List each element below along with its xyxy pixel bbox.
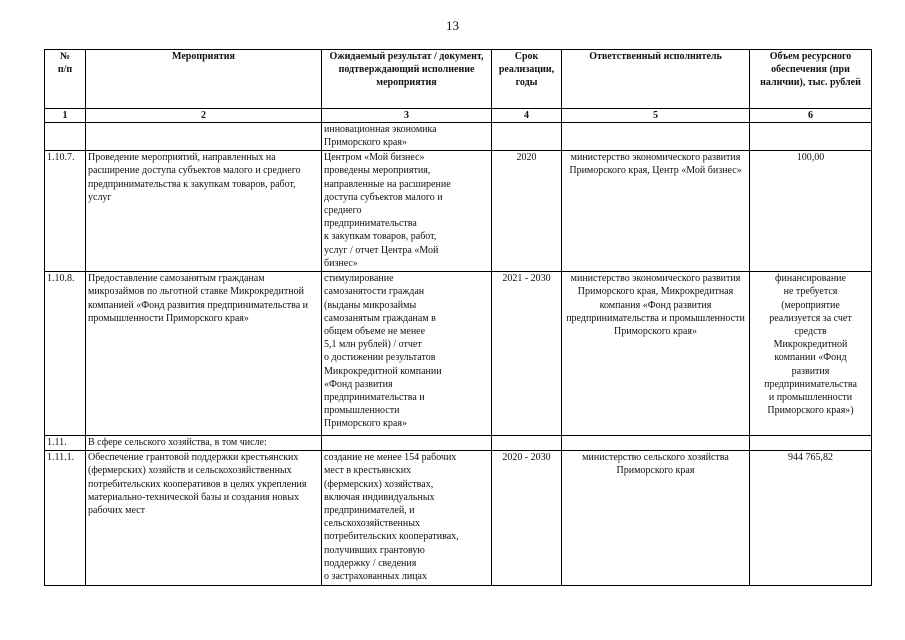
row-event: Предоставление самозанятым гражданам микрозаймов по льготной ставке Микрокредитной компанией «Фонд развития предпринимательства и промышленности Приморского края»: [86, 272, 322, 436]
row-term: 2021 - 2030: [492, 272, 562, 436]
row-number: 1.11.1.: [45, 451, 86, 586]
row-result: создание не менее 154 рабочих мест в крестьянских (фермерских) хозяйствах, включая индивидуальных предпринимателей, и сельскохозяйственных потребительских кооперативах, получивших грантовую поддержку / сведения о застрахованных лицах: [322, 451, 492, 586]
row-event: В сфере сельского хозяйства, в том числе:: [86, 436, 322, 451]
row-term: [492, 436, 562, 451]
column-number: 5: [562, 109, 750, 123]
row-term: 2020 - 2030: [492, 451, 562, 586]
table-row: [45, 272, 872, 436]
column-number: 1: [45, 109, 86, 123]
row-number: [45, 123, 86, 151]
header-number: № п/п: [45, 50, 86, 109]
row-executor: министерство экономического развития Приморского края, Центр «Мой бизнес»: [562, 151, 750, 272]
column-number: 3: [322, 109, 492, 123]
column-number: 6: [750, 109, 872, 123]
row-number: 1.11.: [45, 436, 86, 451]
header-resource-volume: Объем ресурсного обеспечения (при наличии), тыс. рублей: [750, 50, 872, 109]
table-row: [45, 123, 872, 151]
row-executor: [562, 123, 750, 151]
row-volume: финансирование не требуется (мероприятие реализуется за счет средств Микрокредитной компании «Фонд развития предпринимательства и промышленности Приморского края»): [750, 272, 872, 436]
header-events: Мероприятия: [86, 50, 322, 109]
row-term: [492, 123, 562, 151]
row-executor: министерство сельского хозяйства Приморского края: [562, 451, 750, 586]
row-event: [86, 123, 322, 151]
row-volume: 944 765,82: [750, 451, 872, 586]
row-result: [322, 436, 492, 451]
row-volume: 100,00: [750, 151, 872, 272]
header-term: Срок реализации, годы: [492, 50, 562, 109]
row-result: инновационная экономика Приморского края»: [322, 123, 492, 151]
action-plan-table: [44, 49, 872, 586]
page-number: 13: [446, 18, 459, 33]
column-number: 4: [492, 109, 562, 123]
row-term: 2020: [492, 151, 562, 272]
header-row: [45, 50, 872, 109]
row-executor: министерство экономического развития Приморского края, Микрокредитная компания «Фонд развития предпринимательства и промышленности Приморского края»: [562, 272, 750, 436]
table-row: [45, 451, 872, 586]
row-result: стимулирование самозанятости граждан (выданы микрозаймы самозанятым гражданам в общем объеме не менее 5,1 млн рублей) / отчет о достижении результатов Микрокредитной компании «Фонд развития предпринимательства и промышленности Приморского края»: [322, 272, 492, 436]
row-volume: [750, 436, 872, 451]
header-expected-result: Ожидаемый результат / документ, подтверждающий исполнение мероприятия: [322, 50, 492, 109]
row-executor: [562, 436, 750, 451]
row-event: Обеспечение грантовой поддержки крестьянских (фермерских) хозяйств и сельскохозяйственных потребительских кооперативов в целях укрепления материально-технической базы и создания новых рабочих мест: [86, 451, 322, 586]
table-row: [45, 151, 872, 272]
row-result: Центром «Мой бизнес» проведены мероприятия, направленные на расширение доступа субъектов малого и среднего предпринимательства к закупкам товаров, работ, услуг / отчет Центра «Мой бизнес»: [322, 151, 492, 272]
column-number: 2: [86, 109, 322, 123]
header-executor: Ответственный исполнитель: [562, 50, 750, 109]
row-number: 1.10.8.: [45, 272, 86, 436]
table-row: [45, 436, 872, 451]
row-event: Проведение мероприятий, направленных на расширение доступа субъектов малого и среднего предпринимательства к закупкам товаров, работ, услуг: [86, 151, 322, 272]
row-number: 1.10.7.: [45, 151, 86, 272]
row-volume: [750, 123, 872, 151]
column-number-row: [45, 109, 872, 123]
